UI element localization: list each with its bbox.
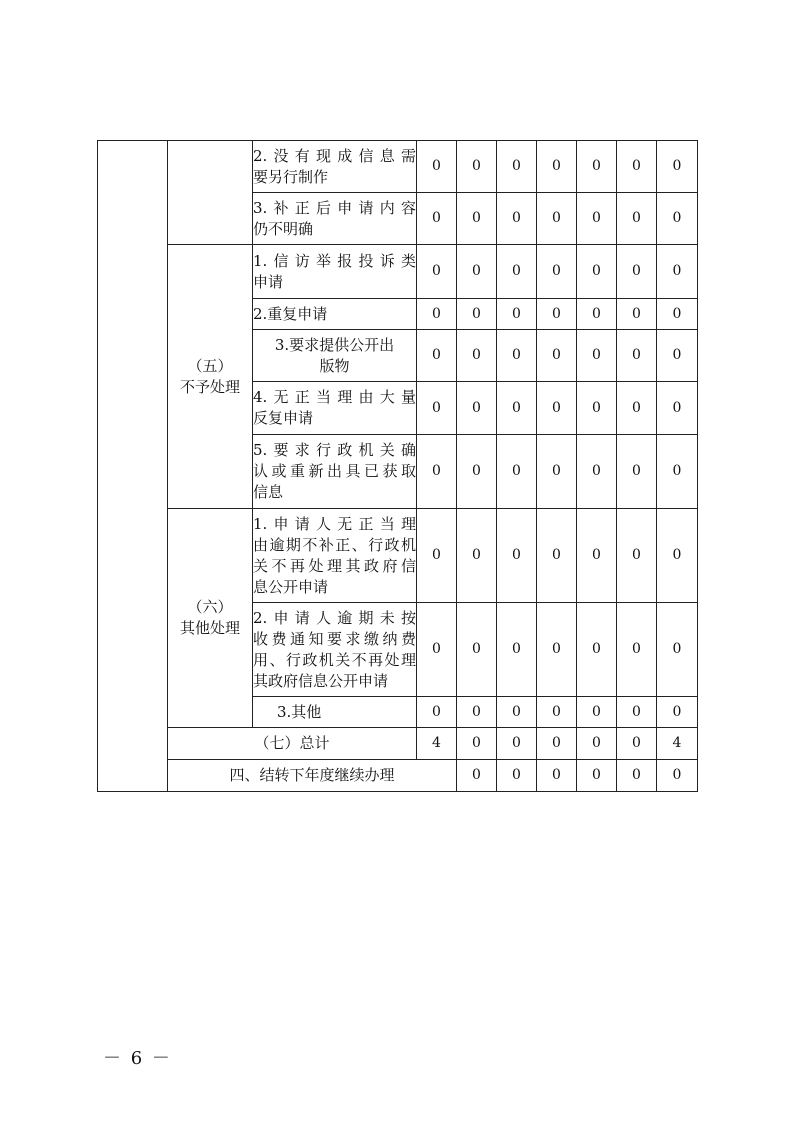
table-row [98, 509, 698, 603]
value-cell: 0 [457, 193, 497, 245]
value-cell: 0 [537, 728, 577, 760]
value-cell: 0 [657, 141, 698, 193]
table-row [98, 245, 698, 299]
value-cell: 0 [457, 299, 497, 330]
statistics-table [97, 140, 698, 792]
value-cell: 0 [417, 509, 457, 603]
value-cell: 0 [537, 509, 577, 603]
value-cell: 0 [457, 603, 497, 697]
row-description: 2.重复申请 [253, 299, 417, 330]
value-cell: 0 [417, 603, 457, 697]
value-cell: 0 [537, 435, 577, 509]
value-cell: 0 [577, 435, 617, 509]
value-cell: 0 [577, 509, 617, 603]
value-cell: 0 [417, 330, 457, 382]
value-cell: 0 [537, 193, 577, 245]
table-row [98, 141, 698, 193]
value-cell: 0 [457, 728, 497, 760]
value-cell: 0 [657, 330, 698, 382]
value-cell: 0 [537, 603, 577, 697]
value-cell: 0 [617, 299, 657, 330]
carryover-label: 四、结转下年度继续办理 [168, 760, 457, 792]
value-cell: 0 [457, 697, 497, 728]
value-cell: 0 [457, 435, 497, 509]
value-cell: 0 [537, 245, 577, 299]
row-description: 4.无正当理由大量 反复申请 [253, 382, 417, 435]
value-cell: 0 [497, 760, 537, 792]
value-cell: 0 [577, 603, 617, 697]
value-cell: 0 [617, 697, 657, 728]
subcategory-cell-continued [168, 141, 253, 245]
value-cell: 0 [537, 697, 577, 728]
row-description: 3.要求提供公开出 版物 [253, 330, 417, 382]
value-cell: 0 [617, 245, 657, 299]
row-description: 2.申请人逾期未按 收费通知要求缴纳费 用、行政机关不再处理 其政府信息公开申请 [253, 603, 417, 697]
value-cell: 0 [657, 435, 698, 509]
value-cell: 0 [657, 603, 698, 697]
value-cell: 0 [577, 330, 617, 382]
value-cell: 0 [577, 697, 617, 728]
value-cell: 0 [497, 330, 537, 382]
value-cell: 0 [657, 697, 698, 728]
value-cell: 0 [537, 382, 577, 435]
value-cell: 0 [657, 760, 698, 792]
value-cell: 0 [617, 141, 657, 193]
value-cell: 0 [417, 141, 457, 193]
value-cell: 0 [417, 245, 457, 299]
category-six-label: 其他处理 [179, 619, 240, 637]
value-cell: 0 [497, 435, 537, 509]
value-cell: 0 [497, 382, 537, 435]
value-cell: 0 [537, 299, 577, 330]
value-cell: 0 [457, 330, 497, 382]
value-cell: 0 [577, 728, 617, 760]
value-cell: 4 [417, 728, 457, 760]
value-cell: 0 [577, 382, 617, 435]
value-cell: 0 [457, 141, 497, 193]
value-cell: 0 [497, 728, 537, 760]
value-cell: 0 [537, 141, 577, 193]
value-cell: 0 [497, 509, 537, 603]
value-cell: 0 [577, 245, 617, 299]
row-description: 2.没有现成信息需 要另行制作 [253, 141, 417, 193]
value-cell: 0 [577, 760, 617, 792]
value-cell: 0 [657, 382, 698, 435]
row-description: 3.补正后申请内容 仍不明确 [253, 193, 417, 245]
row-description: 3.其他 [253, 697, 417, 728]
value-cell: 0 [617, 435, 657, 509]
value-cell: 0 [657, 193, 698, 245]
value-cell: 0 [657, 509, 698, 603]
row-description: 5.要求行政机关确 认或重新出具已获取 信息 [253, 435, 417, 509]
row-description: 1.申请人无正当理 由逾期不补正、行政机 关不再处理其政府信 息公开申请 [253, 509, 417, 603]
value-cell: 0 [577, 193, 617, 245]
value-cell: 0 [457, 382, 497, 435]
category-five-index: （五） [187, 356, 233, 375]
value-cell: 0 [657, 245, 698, 299]
value-cell: 0 [617, 509, 657, 603]
value-cell: 0 [617, 728, 657, 760]
category-five-cell [168, 245, 253, 509]
value-cell: 0 [497, 193, 537, 245]
value-cell: 0 [497, 141, 537, 193]
category-six-index: （六） [187, 598, 233, 616]
value-cell: 0 [657, 299, 698, 330]
value-cell: 0 [497, 245, 537, 299]
value-cell: 0 [617, 193, 657, 245]
value-cell: 0 [497, 697, 537, 728]
carryover-row [98, 760, 698, 792]
value-cell: 0 [537, 760, 577, 792]
outer-category-cell [98, 141, 168, 792]
value-cell: 0 [417, 299, 457, 330]
value-cell: 0 [417, 382, 457, 435]
category-five-label: 不予处理 [179, 377, 240, 396]
value-cell: 0 [577, 141, 617, 193]
value-cell: 0 [497, 603, 537, 697]
value-cell: 0 [417, 435, 457, 509]
value-cell: 0 [457, 245, 497, 299]
value-cell: 0 [457, 509, 497, 603]
page-number: － 6 － [103, 1048, 172, 1069]
value-cell: 0 [617, 603, 657, 697]
total-row [98, 728, 698, 760]
total-label: （七）总计 [168, 728, 417, 760]
value-cell: 0 [577, 299, 617, 330]
value-cell: 0 [417, 697, 457, 728]
row-description: 1.信访举报投诉类 申请 [253, 245, 417, 299]
value-cell: 0 [457, 760, 497, 792]
value-cell: 0 [617, 382, 657, 435]
value-cell: 0 [617, 760, 657, 792]
value-cell: 0 [537, 330, 577, 382]
value-cell: 0 [617, 330, 657, 382]
value-cell: 4 [657, 728, 698, 760]
category-six-cell [168, 509, 253, 728]
value-cell: 0 [417, 193, 457, 245]
value-cell: 0 [497, 299, 537, 330]
